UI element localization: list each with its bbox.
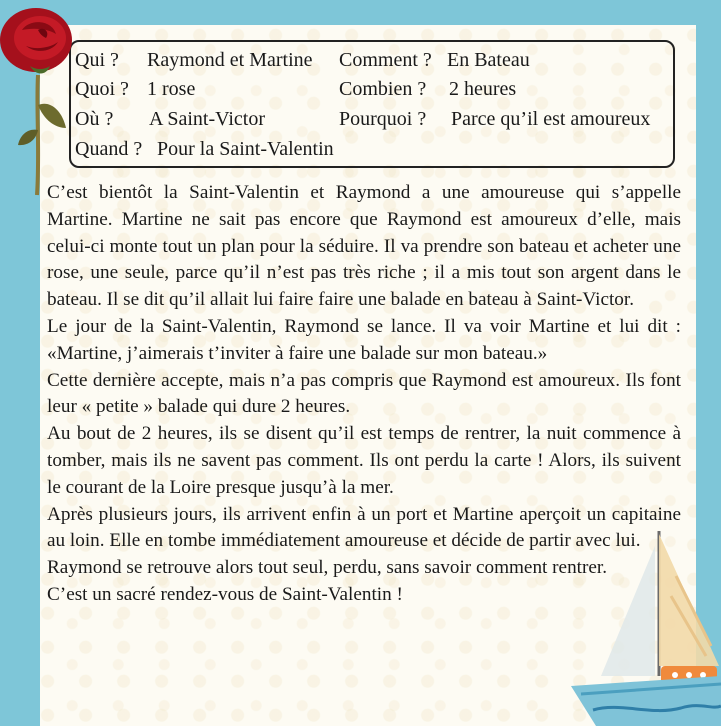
label-comment: Comment ? [339,49,432,71]
sailboat-illustration [541,526,721,726]
label-ou: Où ? [75,108,114,130]
story-paragraph: Après plusieurs jours, ils arrivent enfin à un port et Martine aperçoit un capitaine au loin. Elle en tombe immédiatement amoureuse et décide de partir avec lui. [47,503,681,552]
value-pourquoi: Parce qu’il est amoureux [451,108,651,130]
label-quoi: Quoi ? [75,78,129,100]
story-paragraph: C’est bientôt la Saint-Valentin et Raymond a une amoureuse qui s’appelle Martine. Martine ne sait pas encore que Raymond est amoureux d’elle, mais celui-ci monte tout un plan pour la séduire. Il va prendre son bateau et acheter une rose, une seule, parce qu’il n’est pas très riche ; il a mis tout son argent dans le bateau. Il se dit qu’il allait lui faire faire une balade en bateau à Saint-Victor. [47,182,681,311]
label-pourquoi: Pourquoi ? [339,108,427,130]
label-combien: Combien ? [339,78,427,100]
story-paragraph: Au bout de 2 heures, ils se disent qu’il est temps de rentrer, la nuit commence à tomber, mais ils ne savent pas comment. Ils ont perdu la carte ! Alors, ils suivent le courant de la Loire presque jusqu’à la mer. [47,423,681,498]
value-combien: 2 heures [449,78,517,100]
value-qui: Raymond et Martine [147,49,313,71]
label-quand: Quand ? [75,138,143,160]
label-qui: Qui ? [75,49,119,71]
story-paragraph: Le jour de la Saint-Valentin, Raymond se lance. Il va voir Martine et lui dit : «Martine, j’aimerais t’inviter à faire une balade sur mon bateau.» [47,315,681,364]
value-ou: A Saint-Victor [149,108,266,130]
story-paragraph: Raymond se retrouve alors tout seul, perdu, sans savoir comment rentrer. [47,557,608,579]
summary-box [69,40,675,168]
story-paragraph: Cette dernière accepte, mais n’a pas compris que Raymond est amoureux. Ils font leur « petite » balade qui dure 2 heures. [47,369,681,418]
value-comment: En Bateau [447,49,530,71]
rose-illustration [0,0,90,200]
story-paragraph: C’est un sacré rendez-vous de Saint-Valentin ! [47,583,403,605]
value-quoi: 1 rose [147,78,196,100]
value-quand: Pour la Saint-Valentin [157,138,334,160]
